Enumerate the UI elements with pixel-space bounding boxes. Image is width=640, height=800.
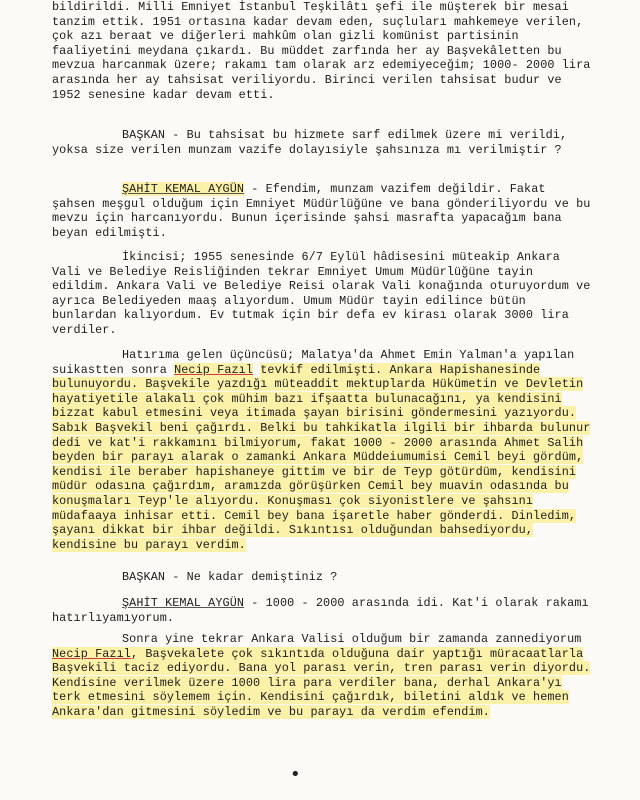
paragraph-6 xyxy=(52,570,592,585)
speaker-baskan: BAŞKAN xyxy=(122,128,166,142)
paragraph-8-text-b: , Başvekalete çok sıkıntıda olduğuna dair yaptığı müracaatlarla Başvekili taciz ediyordu. Bana yol parası verin, tren parası verin diyordu. Kendisine verilmek üzere 1000 lira para verdiler bana, derhal Ankara'yı terk etmesini söylemem için. Kendisini çağırdık, biletini aldık ve hemen Ankara'dan gitmesini söyledim ve bu parayı da verdim efendim. xyxy=(52,646,591,719)
paragraph-2-text: - Bu tahsisat bu hizmete sarf edilmek üzere mi verildi, yoksa size verilen munzam vazife dolayısiyle şahsınıza mı verilmiştir ? xyxy=(52,128,568,157)
paragraph-3-text: - Efendim, munzam vazifem değildir. Fakat şahsen meşgul olduğum için Emniyet Müdürlüğüne ve bana gönderiliyordu ve bu mevzu için harcanıyordu. Bunun içerisinde şahsi masrafta yapacağım bana beyan edilmişti. xyxy=(52,182,591,240)
speaker-sahit-2: ŞAHİT KEMAL AYGÜN xyxy=(122,596,245,610)
paragraph-5-text-b: tevkif edilmişti. Ankara Hapishanesinde bulunuyordu. Başvekile yazdığı müteaddit mektuplarda Hükümetin ve Devletin hayatiyetile alakalı çok mühim bazı ifşaatta bulunacağını, ya kendisini bizzat kabul etmesini veya itimada şayan birisini göndermesini yazıyordu. Sabık Başvekil beni çağırdı. Belki bu tahkikatla ilgili bir ihbarda bulunur dedi ve kat'i rakkamını bilmiyorum, fakat 1000 - 2000 arasında Ahmet Salih beyden bir parayı alarak o zamanki Ankara Müddeiumumisi Cemil beyi gördüm, kendisi ile beraber hapishaneye gittim ve bir de Teyp götürdüm, kendisini müdür odasına çağırdım, aramızda görüşürken Cemil bey muavin odasında bu konuşmaları Teyp'le alıyordu. Konuşması çok siyonistlere ve şahsını müdafaaya inhisar etti. Cemil bey bana işaretle haber gönderdi. Dinledim, şayanı dikkat bir ihbar değildi. Sıkıntısı olduğundan bahsediyordu, kendisine bu parayı verdim. xyxy=(52,362,591,552)
paragraph-1-text: bildirildi. Milli Emniyet İstanbul Teşkilâtı şefi ile müşterek bir mesai tanzim ettik. 1951 ortasına kadar devam eden, suçluları mahkemeye verilen, çok azı beraat ve diğerleri mahkûm olan gizli komünist partisinin faaliyetini meydana çıkardı. Bu müddet zarfında her ay Başvekâletten bu mevzua harcanmak üzere; rakamı tam olarak arz edemiyeceğim; 1000- 2000 lira arasında her ay tahsisat veriliyordu. Birinci verilen tahsisat budur ve 1952 senesine kadar devam etti. xyxy=(52,0,591,102)
paragraph-4 xyxy=(52,250,592,338)
paragraph-5 xyxy=(52,348,592,552)
ink-mark: • xyxy=(290,764,301,785)
paragraph-1 xyxy=(52,0,592,102)
paragraph-7 xyxy=(52,596,592,625)
paragraph-3 xyxy=(52,182,592,240)
paragraph-8 xyxy=(52,632,592,720)
paragraph-8-text-a: Sonra yine tekrar Ankara Valisi olduğum bir zamanda zannediyorum xyxy=(122,632,582,646)
paragraph-2 xyxy=(52,128,592,157)
paragraph-6-text: - Ne kadar demiştiniz ? xyxy=(172,570,338,584)
paragraph-7-text: - 1000 - 2000 arasında idi. Kat'i olarak rakamı hatırlıyamıyorum. xyxy=(52,596,589,625)
speaker-baskan-2: BAŞKAN xyxy=(122,570,166,584)
necip-fazil-highlight-1: Necip Fazıl xyxy=(174,362,254,377)
necip-fazil-highlight-2: Necip Fazıl xyxy=(52,646,131,661)
paragraph-4-text: İkincisi; 1955 senesinde 6/7 Eylül hâdisesini müteakip Ankara Vali ve Belediye Reisliğinden tekrar Emniyet Umum Müdürlüğüne tayin edildim. Ankara Vali ve Belediye Reisi olarak Vali konağında oturuyordum ve ayrıca Belediyeden maaş alıyordum. Umum Müdür tayin edilince bütün bunlardan kalıyordum. Ev tutmak için bir defa ev kirası olarak 3000 lira verdiler. xyxy=(52,250,591,337)
speaker-sahit: ŞAHİT KEMAL AYGÜN xyxy=(122,182,245,196)
paragraph-5-text-a: Hatırıma gelen üçüncüsü; Malatya'da Ahmet Emin Yalman'a yapılan suikastten sonra xyxy=(52,348,575,377)
